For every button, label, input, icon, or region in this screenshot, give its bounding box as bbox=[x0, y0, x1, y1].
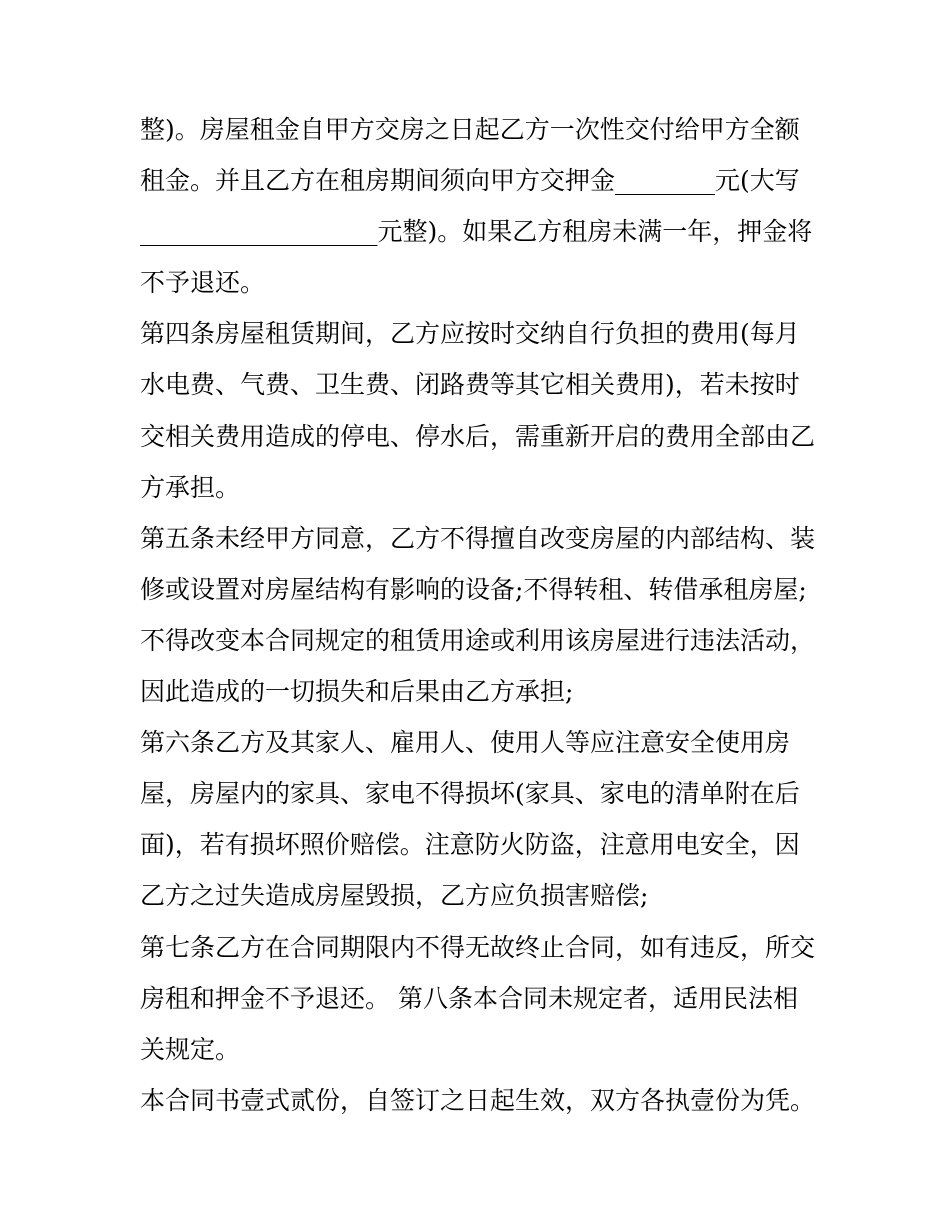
text-line: 乙方之过失造成房屋毁损，乙方应负损害赔偿; bbox=[140, 881, 649, 911]
text-line: 整)。房屋租金自甲方交房之日起乙方一次性交付给甲方全额 bbox=[140, 115, 800, 144]
text-line: 不予退还。 bbox=[140, 268, 266, 298]
text-line: 关规定。 bbox=[140, 1034, 241, 1064]
closing-line: 本合同书壹式贰份，自签订之日起生效，双方各执壹份为凭。 bbox=[140, 1085, 816, 1115]
text-line: 屋，房屋内的家具、家电不得损坏(家具、家电的清单附在后 bbox=[140, 779, 800, 809]
text-line: 租金。并且乙方在租房期间须向甲方交押金________元(大写 bbox=[140, 166, 800, 196]
text-line: 交相关费用造成的停电、停水后，需重新开启的费用全部由乙 bbox=[140, 421, 816, 451]
article-7-line: 第七条乙方在合同期限内不得无故终止合同，如有违反，所交 bbox=[140, 932, 816, 962]
article-5-line: 第五条未经甲方同意，乙方不得擅自改变房屋的内部结构、装 bbox=[140, 523, 816, 553]
contract-text bbox=[140, 104, 820, 1126]
article-4-line: 第四条房屋租赁期间，乙方应按时交纳自行负担的费用(每月 bbox=[140, 319, 800, 349]
text-line: 修或设置对房屋结构有影响的设备;不得转租、转借承租房屋; bbox=[140, 574, 807, 604]
text-line: ___________________元整)。如果乙方租房未满一年，押金将 bbox=[140, 217, 813, 247]
text-line: 方承担。 bbox=[140, 472, 241, 502]
article-6-line: 第六条乙方及其家人、雇用人、使用人等应注意安全使用房 bbox=[140, 728, 791, 758]
text-line: 房租和押金不予退还。 第八条本合同未规定者，适用民法相 bbox=[140, 983, 798, 1013]
text-line: 不得改变本合同规定的租赁用途或利用该房屋进行违法活动， bbox=[140, 625, 816, 655]
text-line: 水电费、气费、卫生费、闭路费等其它相关费用)，若未按时 bbox=[140, 370, 800, 400]
text-line: 面)，若有损坏照价赔偿。注意防火防盗，注意用电安全，因 bbox=[140, 830, 800, 860]
text-line: 因此造成的一切损失和后果由乙方承担; bbox=[140, 677, 574, 707]
